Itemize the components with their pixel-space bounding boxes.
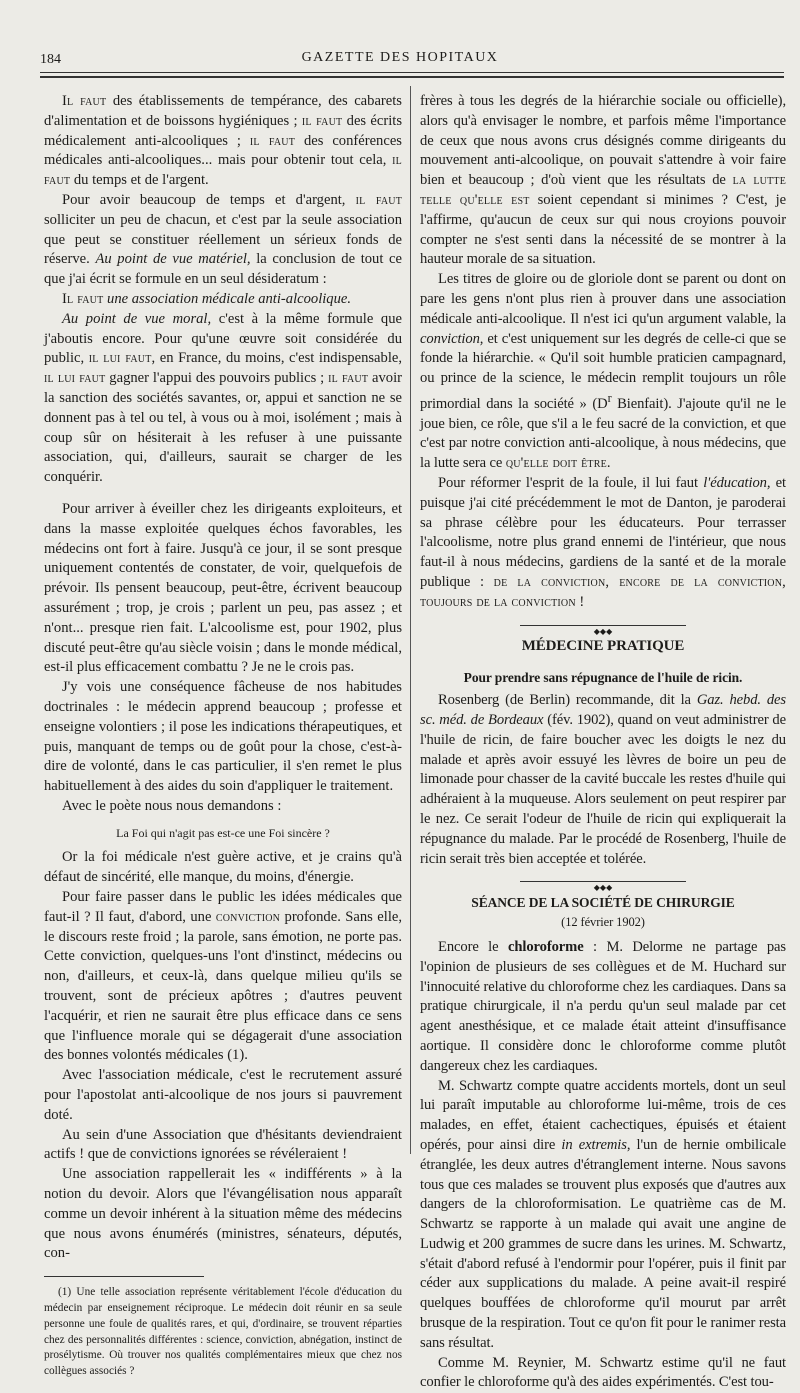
text: soient cependant si minimes ? C'est, je l'affirme, qu'aucun de ceux sur qui nous croyions pouvoir compter ne s'est senti dans la nécessité de se montrer à la hauteur morale de sa situation. — [420, 191, 786, 268]
text: Rosenberg (de Berlin) recommande, dit la — [438, 692, 697, 709]
text: (fév. 1902), quand on veut administrer de l'huile de ricin, de faire boucher avec les doigts le nez du malade et après avoir essuyé les lèvres de boire un peu de limonade pour chasser de la cavité buccale les restes d'huile qui adhéraient à la muqueuse. Alors seulement on peut respirer par le nez. Ce serait l'odeur de l'huile de ricin qui expliquerait la répugnance du malade. Par le procédé de Rosenberg, l'huile de ricin serait très bien acceptée et tolérée. — [420, 711, 786, 867]
small-caps-text: la lutte telle qu'elle est — [420, 172, 787, 208]
text: la conclusion de tout ce que j'ai écrit se formule en un seul désideratum : — [44, 251, 402, 288]
italic-text: l'éducation, — [703, 475, 771, 491]
italic-text: une association médicale anti-alcoolique. — [103, 290, 352, 307]
ornament-icon: ◆◆◆ — [591, 883, 615, 892]
text: Les titres de gloire ou de gloriole dont se parent ou dont on pare les gens n'ont plus rien à prouver dans une association médicale anti-alcoolique. Il n'est ici qu'un argument valable, la — [420, 271, 786, 327]
paragraph: Au sein d'une Association que d'hésitants deviendraient actifs ! que de convictions ignorées se révéleraient ! — [44, 1126, 402, 1163]
subheading: Pour prendre sans répugnance de l'huile de ricin. — [463, 670, 743, 686]
paragraph — [44, 888, 402, 1066]
paragraph — [420, 938, 786, 1077]
small-caps-text: conviction — [215, 908, 281, 925]
text: , l'un de hernie ombilicale étranglée, les deux autres d'étranglement interne. Nous savons tous que ces malades se trouvent plus exposés que d'autres aux dangers de la chloroformisation. Le quatrième cas de M. Schwartz se rapporte à un malade qui avait une angine de Ludwig et 200 grammes de sucre dans les urines. M. Schwartz, s'était d'abord refusé à l'endormir pour l'opérer, puis il finit par céder aux supplications du malade. A peine avait-il respiré quelques bouffées de chloroforme qu'il mourut par arrêt brusque de la respiration. Tout ce qu'on fit pour le ranimer resta sans résultat. — [420, 1136, 786, 1351]
italic-text: Au point de vue moral, — [62, 310, 212, 327]
small-caps-text: il faut — [301, 112, 343, 129]
verse-quote: La Foi qui n'agit pas est-ce une Foi sincère ? — [116, 825, 330, 840]
paragraph: J'y vois une conséquence fâcheuse de nos habitudes doctrinales : le médecin apprend beaucoup ; professe et enseigne volontiers ; il pose les indications thérapeutiques, et puis, manquant de temps ou de goût pour la chose, c'est-à-dire de volonté, dans le cas particulier, il s'en remet le plus habituellement à des aides du soin d'appliquer le traitement. — [44, 679, 402, 795]
paragraph: Comme M. Reynier, M. Schwartz estime qu'il ne faut confier le chloroforme qu'à des aides expérimentés. C'est tou- — [420, 1354, 786, 1391]
text: Bienfait). J'ajoute qu'il ne le joue bien, ce rôle, que s'il a le feu sacré de la conviction, et que c'est par notre conviction anti-alcoolique, à nous médecins, que la lutte sera ce — [420, 395, 786, 472]
text: du temps et de l'argent. — [70, 172, 209, 189]
paragraph — [420, 474, 786, 613]
footnote: (1) Une telle association représente véritablement l'école d'éducation du médecin par enseignement réciproque. Le médecin doit réunir en sa seule personne une foule de qualités rares, et qui, d'ordinaire, se trouvent réparties chez des personnalités différentes : science, conviction, abnégation, instinct de prosélytisme. Où trouver nos qualités complémentaires mieux que chez nos collègues associés ? — [44, 1286, 402, 1378]
text: c'est à la même formule que j'aboutis encore. Pour qu'une œuvre soit considérée du public, — [44, 310, 402, 367]
page-number: 184 — [40, 52, 61, 67]
text: profonde. Sans elle, le discours reste froid ; la parole, sans émotion, ne porte pas. Cette conviction, quelques-uns l'ont d'instinct, médecins ou non, d'ailleurs, et ceux-là, dans quelque milieu qu'ils se trouvent, sont de précieux apôtres ; d'autres peuvent l'acquérir, et rien ne saurait être plus efficace dans ce sens que l'influence morale qui se dégagerait d'une association des bonnes volontés médicales (1). — [44, 908, 403, 1064]
text: Pour avoir beaucoup de temps et d'argent, — [62, 191, 356, 208]
text: : M. Delorme ne partage pas l'opinion de plusieurs de ses collègues et de M. Huchard sur l'innocuité relative du chloroforme chez les cardiaques. Dans sa pratique chirurgicale, il n'a perdu qu'un seul malade par cet agent anesthésique, et ce malade était atteint d'insuffisance aortique. Il considère donc le chloroforme comme plutôt dangereux chez les cardiaques. — [420, 938, 787, 1074]
small-caps-text: de la conviction, encore de la conviction, toujours de la conviction — [420, 573, 786, 610]
small-caps-text: il faut — [355, 191, 403, 208]
text: Encore le — [438, 938, 508, 955]
text: des établissements de tempérance, des cabarets d'alimentation et de boissons hygiéniques ; — [44, 93, 402, 129]
bold-text: chloroforme — [507, 938, 584, 955]
paragraph: Pour arriver à éveiller chez les dirigeants exploiteurs, et dans la masse exploitée quelques échos favorables, les médecins ont fort à faire. Jusqu'à ce jour, il se sont presque uniquement contentés de constater, de voir, quelquefois de prévoir. Ils pensent beaucoup, peut-être, écrivent beaucoup assurément ; trop, je crois ; parlent un peu, pas assez ; et n'ont... presque rien fait. L'alcoolisme est, pour 1902, plus discuté peut-être qu'au siècle voisin ; dans le monde médical, est-il plus efficacement combattu ? Je ne le crois pas. — [44, 500, 402, 676]
paragraph — [420, 92, 786, 270]
text: frères à tous les degrés de la hiérarchie sociale ou officielle), alors qu'à envisager le nombre, et parfois même l'importance de ceux que nous avons crus désignés comme dirigeants du mouvement anti-alcoolique, on pouvait s'attendre à voir faire bien et beaucoup ; d'où vient que les résultats de — [420, 93, 786, 189]
spacer — [44, 488, 402, 500]
text: avoir la sanction des sociétés savantes, or, appui et sanction ne se donnent pas à tel ou tel, à vous ou à moi, isolément ; mais à coup sûr on hésiterait à les refuser à une puissante association, qui, d'ailleurs, saurait se charger de les conquérir. — [44, 370, 403, 486]
superscript: r — [607, 390, 612, 405]
small-caps-text: il faut — [249, 132, 296, 149]
text: M. Schwartz compte quatre accidents mortels, dont un seul lui paraît imputable au chloroforme lui-même, trois de ces malades, en effet, étaient cachectiques, épuisés et étaient opérés, pour ainsi dire — [420, 1077, 786, 1153]
text: , en France, du moins, c'est indispensable, — [151, 350, 403, 367]
journal-title: GAZETTE DES HOPITAUX — [301, 50, 499, 65]
paragraph — [44, 310, 402, 488]
small-caps-text: il faut — [44, 152, 402, 189]
small-caps-text: Il faut — [62, 93, 107, 109]
ornament-icon: ◆◆◆ — [591, 627, 615, 636]
small-caps-text: il lui faut — [88, 350, 152, 367]
paragraph — [420, 691, 786, 869]
italic-text: Gaz. hebd. des sc. méd. de Bordeaux — [420, 692, 786, 728]
paragraph — [420, 270, 786, 474]
small-caps-text: qu'elle doit être — [505, 455, 607, 472]
text: et c'est uniquement sur les degrés de celle-ci que se fonde la hiérarchie. « Qu'il soit humble praticien campagnard, ou prince de la science, le médecin remplit toujours un rôle primordial dans la société » (D — [420, 330, 786, 412]
text: gagner l'appui des pouvoirs publics ; — [105, 370, 329, 387]
text: ! — [575, 593, 585, 610]
paragraph — [44, 191, 402, 290]
italic-text: in extremis — [561, 1136, 627, 1153]
italic-text: conviction, — [420, 330, 484, 347]
small-caps-text: il faut — [328, 370, 369, 387]
text: et puisque j'ai cité précédemment le mot de Danton, je paroderai sa phrase célèbre pour les éducateurs. Pour terrasser l'alcoolisme, notre plus grand ennemi de l'intérieur, que nous faut-il à nous médecins, gardiens de la santé et de la morale publique : — [420, 475, 786, 590]
italic-text: Au point de vue matériel, — [95, 251, 251, 268]
paragraph: Avec le poète nous nous demandons : — [62, 797, 282, 814]
paragraph: Or la foi médicale n'est guère active, et je crains qu'à défaut de sincérité, elle manque, du moins, d'énergie. — [44, 849, 402, 886]
column-divider — [410, 86, 411, 1154]
text: solliciter un peu de chacun, et c'est par la seule association que peut se constituer réellement un sérieux fonds de réserve. — [44, 211, 402, 268]
paragraph — [44, 92, 402, 191]
text: des écrits médicalement anti-alcooliques ; — [44, 112, 402, 149]
section-heading: SÉANCE DE LA SOCIÉTÉ DE CHIRURGIE — [471, 895, 735, 911]
paragraph — [420, 1077, 786, 1354]
paragraph: Une association rappellerait les « indifférents » à la notion du devoir. Alors que l'évangélisation nous apparaît comme un devoir inhérent à la situation même des médecins que nous avons énumérés (ministres, sénateurs, députés, con- — [44, 1166, 402, 1262]
section-date: (12 février 1902) — [561, 915, 645, 930]
text: . — [606, 455, 611, 472]
paragraph — [44, 290, 402, 310]
paragraph: Avec l'association médicale, c'est le recrutement assuré pour l'apostolat anti-alcoolique de nos jours si pauvrement doté. — [44, 1067, 402, 1123]
section-heading: MÉDECINE PRATIQUE — [521, 637, 685, 654]
section-separator — [420, 877, 786, 893]
text: Pour réformer l'esprit de la foule, il lui faut — [438, 475, 704, 491]
text: Pour faire passer dans le public les idées médicales que faut-il ? Il faut, d'abord, une — [44, 889, 402, 925]
left-column — [44, 92, 402, 1380]
right-column — [420, 92, 786, 1393]
header-rule-thick — [40, 76, 784, 78]
small-caps-text: Il faut — [62, 290, 104, 307]
small-caps-text: il lui faut — [44, 370, 106, 387]
text: des conférences médicales anti-alcooliques... mais pour obtenir tout cela, — [44, 132, 402, 169]
header-rule — [40, 72, 784, 73]
section-separator — [420, 621, 786, 636]
footnote-rule — [44, 1276, 204, 1277]
